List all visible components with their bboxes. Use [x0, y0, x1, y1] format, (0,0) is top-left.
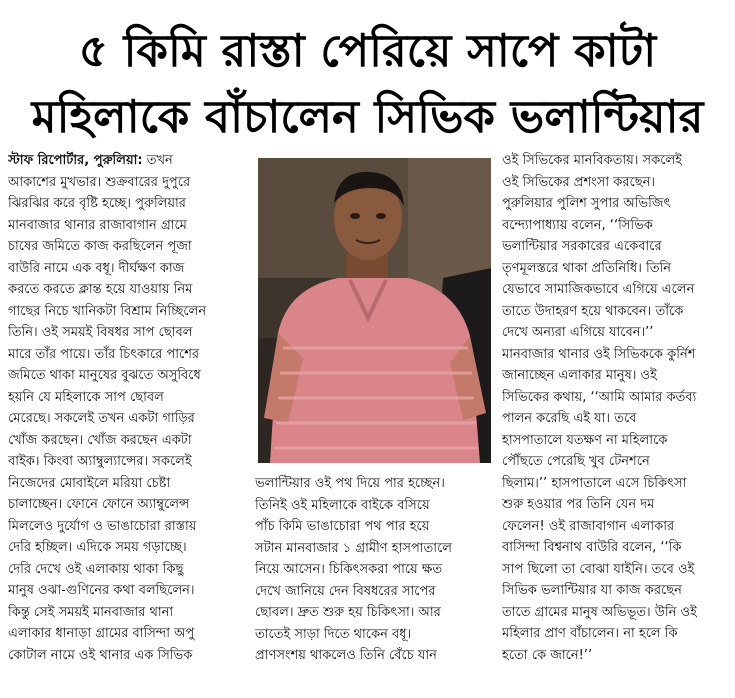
article-line: বন্দ্যোপাধ্যায় বলেন, ‘‘সিভিক	[502, 217, 653, 233]
article-line: তাতেই সাড়া দিতে থাকেন বধূ।	[255, 626, 412, 642]
article-line: মানবাজার থানার ওই সিভিককে কুর্নিশ	[502, 346, 696, 362]
article-line: সিভিক ভলান্টিয়ার যা কাজ করছেন	[502, 583, 682, 598]
byline: স্টাফ রিপোর্টার, পুরুলিয়া:	[8, 153, 143, 168]
article-line: তাতে গ্রামের মানুষ অভিভূত। উনি ওই	[502, 604, 697, 620]
article-line: বাইক। কিংবা অ্যাম্বুল্যান্সের। সকলেই	[8, 454, 192, 469]
headline-line-2: মহিলাকে বাঁচালেন সিভিক ভলান্টিয়ার	[31, 90, 704, 143]
article-line: কোটাল নামে ওই থানার এক সিভিক	[8, 647, 193, 663]
article-line: তাতে উদাহরণ হয়ে থাকবেন। তাঁকে	[502, 303, 684, 319]
article-line: দেখে জানিয়ে দেন বিষধরের সাপের	[255, 583, 436, 599]
article-line: জমিতে থাকা মানুষের বুঝতে অসুবিধে	[8, 368, 201, 383]
article-line: দেরি দেখে ওই এলাকায় থাকা কিছু	[8, 561, 184, 577]
article-line: দেখে অন্যরা এগিয়ে যাবেন।’’	[502, 325, 654, 340]
article-column-1	[8, 150, 245, 666]
article-line: পুরুলিয়ার পুলিশ সুপার অভিজিৎ	[502, 196, 671, 211]
article-line: খোঁজ করছেন। খোঁজ করছেন একটা	[8, 432, 192, 448]
article-line: যেভাবে সামাজিকভাবে এগিয়ে এলেন	[502, 282, 695, 297]
article-line: মারে তাঁর পায়ে। তাঁর চিৎকারে পাশের	[8, 346, 200, 362]
article-line: চাষের জমিতে কাজ করছিলেন পূজা	[8, 239, 192, 254]
article-line: ওই সিভিকের প্রশংসা করছেন।	[502, 174, 656, 190]
headline-line-1: ৫ কিমি রাস্তা পেরিয়ে সাপে কাটা	[78, 24, 657, 77]
byline-rest: তখন	[142, 153, 173, 168]
article-line: পালন করেছি এই যা। তবে	[502, 411, 637, 426]
article-line: ফেলেন! ওই রাজাবাগান এলাকার	[502, 518, 675, 534]
article-line: ঝিরঝির করে বৃষ্টি হচ্ছে। পুরুলিয়ার	[8, 196, 186, 211]
article-line: তিনিই ওই মহিলাকে বাইকে বসিয়ে	[255, 497, 430, 513]
article-line: বাউরি নামে এক বধূ। দীর্ঘক্ষণ কাজ	[8, 260, 185, 276]
article-line: সাপ ছিলো তা বোঝা যাইনি। তবে ওই	[502, 561, 695, 577]
article-line: পৌঁছতে পেরেছি খুব টেনশনে	[502, 454, 650, 469]
article-line: গাছের নিচে খানিকটা বিশ্রাম নিচ্ছিলেন	[8, 303, 207, 319]
article-line: মানুষ ওঝা-গুণিনের কথা বলছিলেন।	[8, 583, 195, 598]
article-line: এলাকার ধানাড়া গ্রামের বাসিন্দা অপু	[8, 626, 195, 641]
article-line: ছিলাম।’’ হাসপাতালে এসে চিকিৎসা	[502, 475, 687, 491]
article-line: তিনি। ওই সময়ই বিষধর সাপ ছোবল	[8, 325, 193, 340]
article-line: কিন্তু সেই সময়ই মানবাজার থানা	[8, 604, 174, 620]
article-line: মেরেছে। সকলেই তখন একটা গাড়ির	[8, 411, 195, 426]
article-line: আকাশের মুখভার। শুক্রবারের দুপুরে	[8, 174, 191, 190]
photo-illustration	[258, 158, 491, 463]
article-line: ছোবল। দ্রুত শুরু হয় চিকিৎসা। আর	[255, 605, 441, 620]
article-line: সটান মানবাজার ১ গ্রামীণ হাসপাতালে	[255, 540, 452, 556]
article-line: ভলান্টিয়ার সরকারের একেবারে	[502, 239, 662, 254]
article-line: শুরু হওয়ার পর তিনি যেন দম	[502, 497, 655, 512]
article-line: পাঁচ কিমি ভাঙাচোরা পথ পার হয়ে	[255, 519, 430, 534]
article-line: মানবাজার থানার রাজাবাগান গ্রামে	[8, 217, 187, 233]
article-line: মহিলার প্রাণ বাঁচালেন। না হলে কি	[502, 626, 678, 641]
article-line: জানাচ্ছেন এলাকার মানুষ। ওই	[502, 368, 657, 383]
article-line: ওই সিভিকের মানবিকতায়। সকলেই	[502, 153, 682, 168]
article-line: হতো কে জানে!’’	[502, 647, 593, 663]
article-line: হাসপাতালে যতক্ষণ না মহিলাকে	[502, 432, 668, 448]
article-line: নিজেদের মোবাইলে মরিয়া চেষ্টা	[8, 475, 171, 491]
article-line: বাসিন্দা বিশ্বনাথ বাউরি বলেন, ‘‘কি	[502, 540, 682, 555]
article-line: তৃণমূলস্তরে থাকা প্রতিনিধি। তিনি	[502, 260, 671, 276]
article-line: নিয়ে আসেন। চিকিৎসকরা পায়ে ক্ষত	[255, 562, 443, 577]
article-line: হয়নি যে মহিলাকে সাপ ছোবল	[8, 389, 164, 405]
article-line: চালাচ্ছেন। ফোনে ফোনে অ্যাম্বুলেন্স	[8, 497, 190, 512]
article-line: করতে করতে ক্লান্ত হয়ে যাওয়ায় নিম	[8, 282, 193, 297]
article-line: প্রাণসংশয় থাকলেও তিনি বেঁচে যান	[255, 648, 437, 663]
article-line: সিভিকের কথায়, ‘‘আমি আমার কর্তব্য	[502, 389, 697, 405]
article-line: মিললেও দুর্যোগ ও ভাঙাচোরা রাস্তায়	[8, 518, 197, 534]
article-line: দেরি হচ্ছিল। এদিকে সময় গড়াচ্ছে।	[8, 540, 187, 555]
civic-volunteer-photo	[258, 158, 491, 463]
article-line	[8, 150, 245, 172]
article-column-3	[502, 150, 728, 666]
article-line: ভলান্টিয়ার ওই পথ দিয়ে পার হচ্ছেন।	[255, 476, 445, 491]
article-column-2	[255, 473, 489, 667]
